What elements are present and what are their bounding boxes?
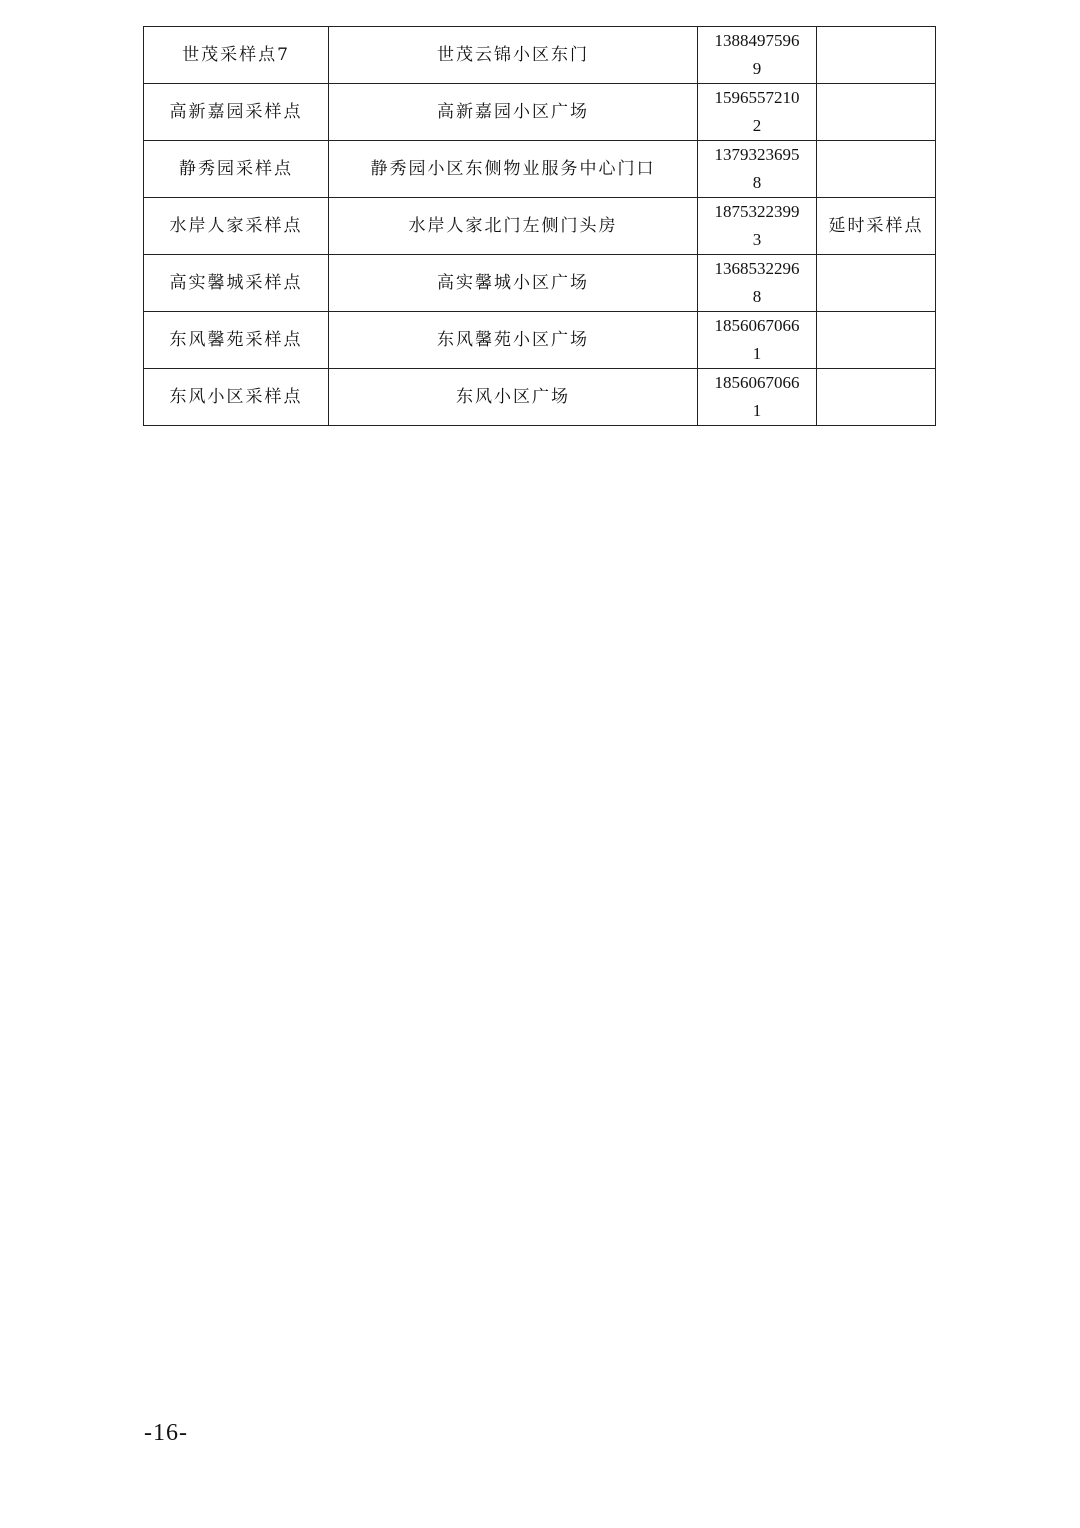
table-row [144, 141, 936, 198]
note-cell [817, 27, 936, 84]
note-cell: 延时采样点 [817, 198, 936, 255]
table-row [144, 198, 936, 255]
page-number: -16- [144, 1420, 188, 1446]
site-name-cell: 世茂采样点7 [144, 27, 329, 84]
location-cell: 东风馨苑小区广场 [329, 312, 698, 369]
note-cell [817, 312, 936, 369]
phone-number-main: 1856067066 [714, 316, 800, 335]
phone-cell [698, 198, 817, 255]
phone-number-tail: 8 [752, 173, 762, 192]
location-cell: 世茂云锦小区东门 [329, 27, 698, 84]
table-body [144, 27, 936, 426]
table-row [144, 255, 936, 312]
phone-number-tail: 1 [752, 344, 762, 363]
phone-number-main: 1388497596 [714, 31, 800, 50]
site-name-cell: 水岸人家采样点 [144, 198, 329, 255]
site-name-cell: 东风馨苑采样点 [144, 312, 329, 369]
site-name-cell: 高新嘉园采样点 [144, 84, 329, 141]
location-cell: 高实馨城小区广场 [329, 255, 698, 312]
table-row [144, 312, 936, 369]
site-name-cell: 东风小区采样点 [144, 369, 329, 426]
phone-number-main: 1856067066 [714, 373, 800, 392]
note-cell [817, 141, 936, 198]
table-row [144, 369, 936, 426]
note-cell [817, 84, 936, 141]
note-cell [817, 255, 936, 312]
phone-number-main: 1596557210 [714, 88, 800, 107]
phone-number-tail: 3 [752, 230, 762, 249]
table-row [144, 84, 936, 141]
phone-cell [698, 312, 817, 369]
site-name-cell: 静秀园采样点 [144, 141, 329, 198]
table-row [144, 27, 936, 84]
phone-cell [698, 84, 817, 141]
phone-cell [698, 255, 817, 312]
phone-number-main: 1368532296 [714, 259, 800, 278]
sampling-sites-table [143, 26, 936, 426]
phone-number-tail: 1 [752, 401, 762, 420]
phone-number-tail: 2 [752, 116, 762, 135]
phone-number-tail: 8 [752, 287, 762, 306]
phone-cell [698, 141, 817, 198]
site-name-cell: 高实馨城采样点 [144, 255, 329, 312]
location-cell: 东风小区广场 [329, 369, 698, 426]
phone-number-main: 1379323695 [714, 145, 800, 164]
phone-cell [698, 27, 817, 84]
note-cell [817, 369, 936, 426]
phone-cell [698, 369, 817, 426]
location-cell: 水岸人家北门左侧门头房 [329, 198, 698, 255]
location-cell: 高新嘉园小区广场 [329, 84, 698, 141]
location-cell: 静秀园小区东侧物业服务中心门口 [329, 141, 698, 198]
phone-number-tail: 9 [752, 59, 762, 78]
phone-number-main: 1875322399 [714, 202, 800, 221]
